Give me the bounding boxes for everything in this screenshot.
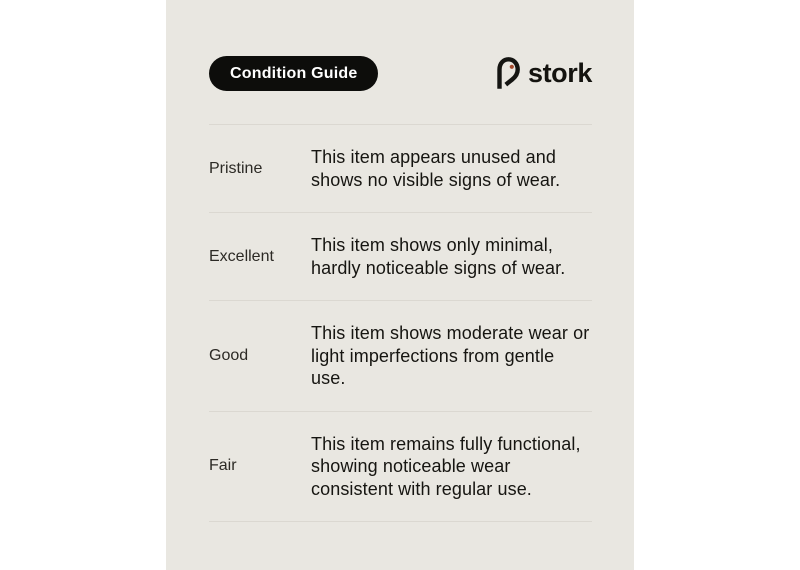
condition-row-excellent bbox=[209, 212, 592, 300]
condition-description: This item appears unused and shows no visible signs of wear. bbox=[311, 147, 561, 190]
stork-bird-icon bbox=[495, 57, 522, 89]
condition-label: Pristine bbox=[209, 159, 263, 177]
condition-label: Fair bbox=[209, 457, 237, 475]
condition-row-pristine bbox=[209, 124, 592, 212]
stork-logo-text: stork bbox=[527, 57, 592, 88]
condition-label: Good bbox=[209, 346, 249, 364]
stork-logo bbox=[495, 57, 592, 89]
condition-description: This item shows moderate wear or light imperfections from gentle use. bbox=[311, 323, 590, 388]
condition-row-fair bbox=[209, 411, 592, 522]
condition-guide-card bbox=[166, 0, 634, 570]
condition-row-good bbox=[209, 300, 592, 411]
condition-guide-badge[interactable]: Condition Guide bbox=[209, 56, 378, 91]
condition-label: Excellent bbox=[209, 247, 274, 265]
card-header bbox=[209, 55, 592, 91]
condition-description: This item remains fully functional, showing noticeable wear consistent with regular use. bbox=[311, 433, 581, 499]
condition-description: This item shows only minimal, hardly noticeable signs of wear. bbox=[311, 235, 566, 278]
condition-list bbox=[209, 124, 592, 522]
